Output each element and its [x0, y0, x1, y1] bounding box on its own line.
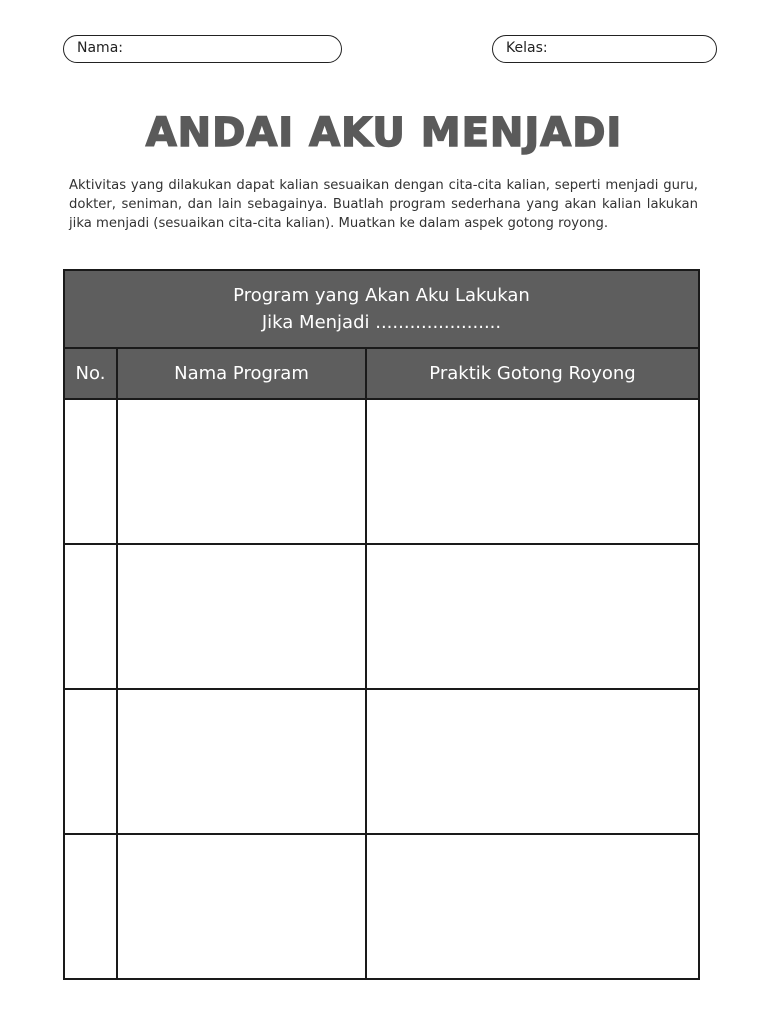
cell-nama-program[interactable]	[117, 834, 366, 979]
cell-nama-program[interactable]	[117, 544, 366, 689]
cell-no[interactable]	[64, 689, 117, 834]
cell-nama-program[interactable]	[117, 399, 366, 544]
column-header-praktik: Praktik Gotong Royong	[366, 348, 699, 399]
column-header-no: No.	[64, 348, 117, 399]
program-table	[63, 269, 700, 980]
cell-praktik[interactable]	[366, 399, 699, 544]
cell-praktik[interactable]	[366, 544, 699, 689]
table-row	[64, 544, 699, 689]
table-row	[64, 399, 699, 544]
cell-praktik[interactable]	[366, 689, 699, 834]
cell-no[interactable]	[64, 834, 117, 979]
cell-nama-program[interactable]	[117, 689, 366, 834]
table-row	[64, 834, 699, 979]
cell-no[interactable]	[64, 399, 117, 544]
nama-label: Nama:	[77, 40, 123, 56]
banner-line-2: Jika Menjadi ......................	[261, 312, 502, 333]
page-title: ANDAI AKU MENJADI	[145, 110, 623, 156]
column-header-nama-program: Nama Program	[117, 348, 366, 399]
table-row	[64, 689, 699, 834]
table-banner	[64, 270, 699, 348]
kelas-label: Kelas:	[506, 40, 548, 56]
cell-no[interactable]	[64, 544, 117, 689]
cell-praktik[interactable]	[366, 834, 699, 979]
nama-field[interactable]	[63, 35, 342, 63]
banner-line-1: Program yang Akan Aku Lakukan	[233, 285, 530, 306]
kelas-field[interactable]	[492, 35, 717, 63]
instructions-paragraph: Aktivitas yang dilakukan dapat kalian sesuaikan dengan cita-cita kalian, seperti menjadi guru, dokter, seniman, dan lain sebagainya. Buatlah program sederhana yang akan kalian lakukan jika menjadi (sesuaikan cita-cita kalian). Muatkan ke dalam aspek gotong royong.	[69, 178, 698, 231]
